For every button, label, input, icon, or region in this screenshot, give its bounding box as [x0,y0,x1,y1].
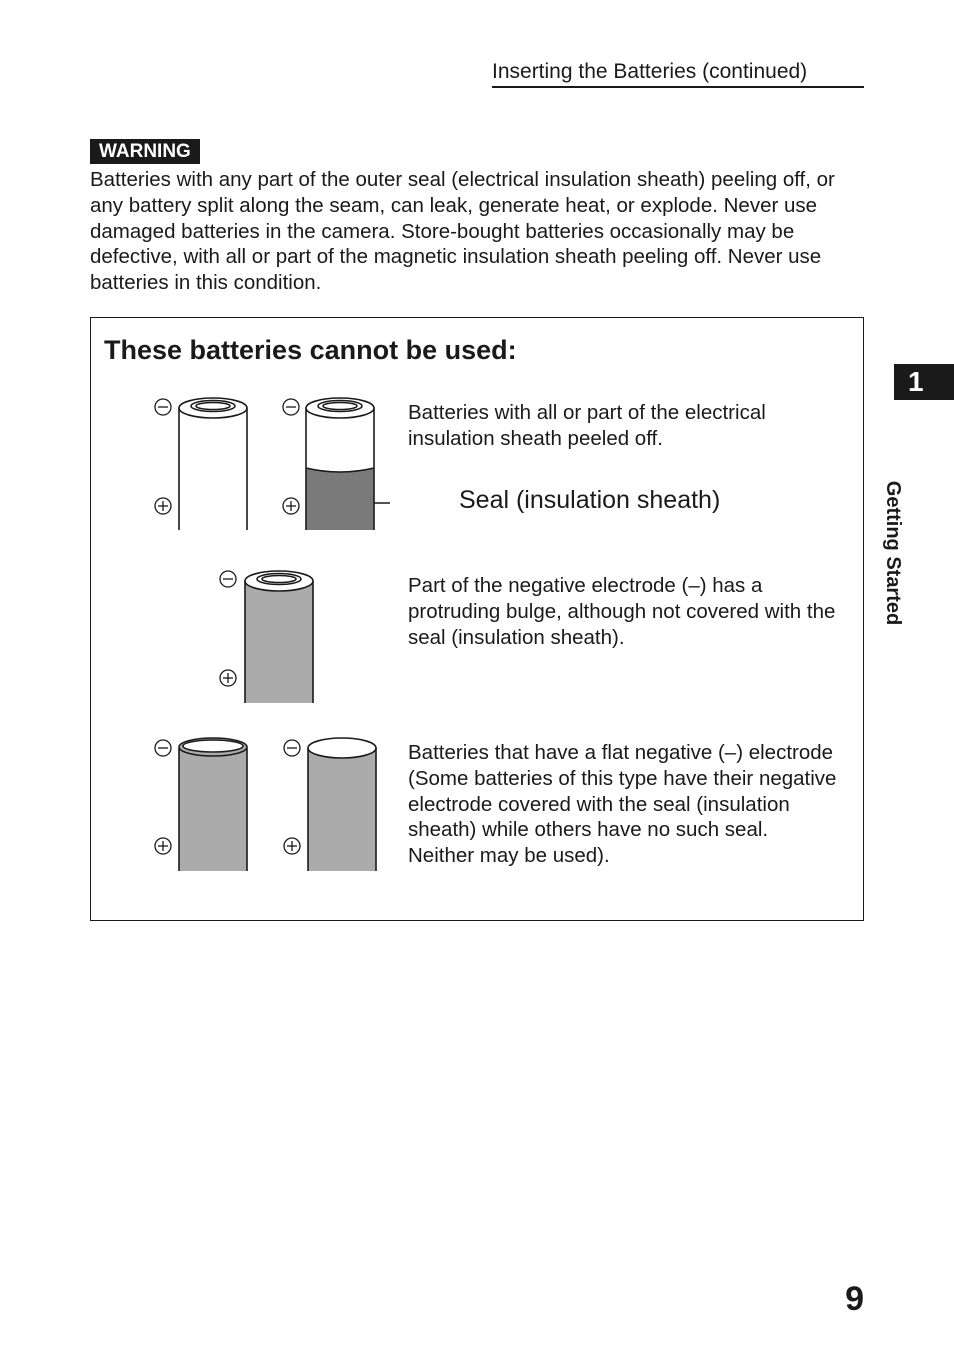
warning-text: Batteries with any part of the outer seal (electrical insulation sheath) peeling off, or any battery split along the seam, can leak, generate heat, or explode. Never use damaged batteries in the camera. Store-bought batteries occasionally may be defective, with all or part of the magnetic insulation sheath peeling off. Never use batteries in this condition. [90,168,835,295]
minus-terminal-icon [155,399,171,415]
minus-terminal-icon [220,571,236,587]
plus-terminal-icon [220,670,236,686]
page-number: 9 [845,1280,864,1318]
battery-illustrations [140,390,390,880]
battery-peeled-partial [306,398,390,530]
plus-terminal-icon [155,498,171,514]
plus-terminal-icon [155,838,171,854]
battery-flat-unsealed [308,738,376,871]
battery-flat-sealed [179,738,247,871]
plus-terminal-icon [284,838,300,854]
plus-terminal-icon [283,498,299,514]
box-title: These batteries cannot be used: [104,335,517,365]
chapter-title: Getting Started [882,480,904,626]
minus-terminal-icon [283,399,299,415]
battery-peeled-full [179,398,247,530]
warning-badge: WARNING [90,139,200,164]
seal-callout-label: Seal (insulation sheath) [459,486,721,514]
item-flat-electrode-description: Batteries that have a flat negative (–) electrode (Some batteries of this type have their negative electrode covered with the seal (insulation sheath) while others have no such seal. Neither may be used). [408,741,837,868]
item-bulge-description: Part of the negative electrode (–) has a protruding bulge, although not covered with the seal (insulation sheath). [408,574,836,649]
battery-bulge [245,571,313,703]
section-header: Inserting the Batteries (continued) [492,58,864,88]
minus-terminal-icon [284,740,300,756]
chapter-number-tab: 1 [894,364,954,400]
minus-terminal-icon [155,740,171,756]
item-peeled-sheath-description: Batteries with all or part of the electrical insulation sheath peeled off. [408,401,766,450]
